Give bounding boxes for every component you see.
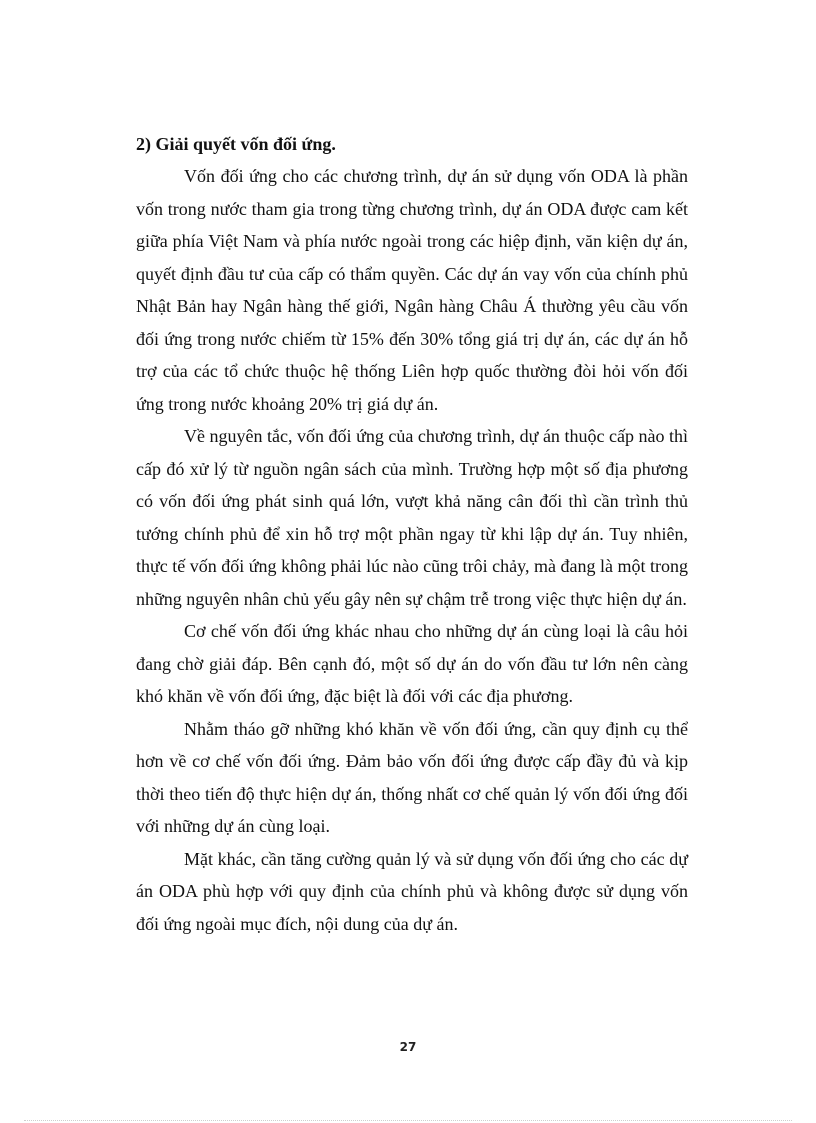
section-heading: 2) Giải quyết vốn đối ứng. xyxy=(136,134,336,154)
paragraph-counterpart-capital-definition: Vốn đối ứng cho các chương trình, dự án sử dụng vốn ODA là phần vốn trong nước tham gia trong từng chương trình, dự án ODA được cam kết giữa phía Việt Nam và phía nước ngoài trong các hiệp định, văn kiện dự án, quyết định đầu tư của cấp có thẩm quyền. Các dự án vay vốn của chính phủ Nhật Bản hay Ngân hàng thế giới, Ngân hàng Châu Á thường yêu cầu vốn đối ứng trong nước chiếm từ 15% đến 30% tổng giá trị dự án, các dự án hỗ trợ của các tổ chức thuộc hệ thống Liên hợp quốc thường đòi hỏi vốn đối ứng trong nước khoảng 20% trị giá dự án. xyxy=(136,166,688,414)
paragraph-principles: Về nguyên tắc, vốn đối ứng của chương trình, dự án thuộc cấp nào thì cấp đó xử lý từ nguồn ngân sách của mình. Trường hợp một số địa phương có vốn đối ứng phát sinh quá lớn, vượt khả năng cân đối thì cần trình thủ tướng chính phủ để xin hỗ trợ một phần ngay từ khi lập dự án. Tuy nhiên, thực tế vốn đối ứng không phải lúc nào cũng trôi chảy, mà đang là một trong những nguyên nhân chủ yếu gây nên sự chậm trễ trong việc thực hiện dự án. xyxy=(136,426,688,609)
page-number: 27 xyxy=(399,1040,417,1054)
document-body xyxy=(136,128,688,940)
paragraph-management: Mặt khác, cần tăng cường quản lý và sử dụng vốn đối ứng cho các dự án ODA phù hợp với quy định của chính phủ và không được sử dụng vốn đối ứng ngoài mục đích, nội dung của dự án. xyxy=(136,848,688,934)
paragraph-solutions: Nhằm tháo gỡ những khó khăn về vốn đối ứng, cần quy định cụ thể hơn về cơ chế vốn đối ứng. Đảm bảo vốn đối ứng được cấp đầy đủ và kịp thời theo tiến độ thực hiện dự án, thống nhất cơ chế quản lý vốn đối ứng đối với những dự án cùng loại. xyxy=(136,718,688,836)
page-bottom-divider xyxy=(24,1120,792,1121)
paragraph-mechanism-issues: Cơ chế vốn đối ứng khác nhau cho những dự án cùng loại là câu hỏi đang chờ giải đáp. Bên cạnh đó, một số dự án do vốn đầu tư lớn nên càng khó khăn về vốn đối ứng, đặc biệt là đối với các địa phương. xyxy=(136,621,688,706)
